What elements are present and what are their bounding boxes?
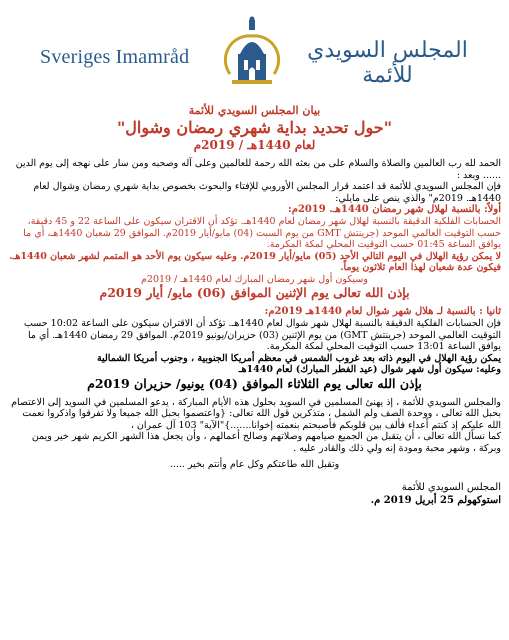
closing-paragraph: والمجلس السويدي للأئمة ، إذ يهنئ المسلمين في السويد بحلول هذه الأيام المباركة ، يدعو المسلمين في السويد إلى الاعتصام بحبل الله تعالى ، ووحدة الصف ولم الشمل ، متذكرين قول الله تعالى: {واعتصموا بحبل الله جميعا ولا تفرقوا واذكروا نعمت الله عليكم إذ كنتم أعداء فألف بين قلوبكم فأصبحتم بنعمته إخوانا.......}"الآية" 103 آل عمران ، (11, 396, 501, 431)
opening-paragraph: الحمد لله رب العالمين والصلاة والسلام على من بعثه الله رحمة للعالمين وعلى آله وصحبه ومن سار على نهجه إلى يوم الدين ...... وبعد : (15, 158, 501, 181)
statement-body (8, 104, 501, 507)
shawwal-eid-intro: وعليه: سيكون أول شهر شوال (عيد الفطر المبارك) لعام 1440هـ (238, 364, 501, 375)
shawwal-start-date: بإذن الله تعالى يوم الثلاثاء الموافق (04) يونيو/ حزيران 2019م (87, 375, 422, 391)
ramadan-section-title: أولاً: بالنسبة لهلال شهر رمضان 1440هـ. 2019م: (288, 204, 501, 215)
ramadan-start-date: بإذن الله تعالى يوم الإثنين الموافق (06) مايو/ أيار 2019م (99, 285, 410, 300)
statement-title: بيان المجلس السويدي للأئمة (188, 104, 321, 117)
statement-year: لعام 1440هـ / 2019م (193, 138, 316, 152)
closing-greeting: وتقبل الله طاعتكم وكل عام وأنتم بخير ..... (169, 459, 340, 470)
brand-name-latin: Sveriges Imamråd (40, 46, 190, 68)
shawwal-sighting-text: يمكن رؤية الهلال في اليوم ذاته بعد غروب الشمس في معظم أمريكا الجنوبية ، وجنوب أمريكا الشمالية (96, 352, 501, 364)
signature-place-date: استوكهولم 25 أبريل 2019 م. (370, 494, 501, 506)
intro-paragraph: فإن المجلس السويدي للأئمة قد اعتمد قرار المجلس الأوروبي للإفتاء والبحوث بخصوص بداية شهري رمضان وشوال لعام 1440هـ. 2019م" والذي ينص على مايلي: (33, 181, 501, 204)
letterhead (0, 0, 509, 95)
closing-prayer: كما نسأل الله تعالى ، أن يتقبل من الجميع صيامهم وصلاتهم وصالح أعمالهم ، وأن يجعل هذا الشهر الكريم شهر خير ويمن وبركة ، وشهر محبة ومودة إنه ولي ذلك والقادر عليه . (31, 431, 501, 454)
ramadan-calculation-text: الحسابات الفلكية الدقيقة بالنسبة لهلال شهر رمضان لعام 1440هـ. تؤكد أن الاقتران سيكون على الساعة 22 و 45 دقيقة، حسب التوقيت العالمي الموحد (جرينتش GMT من يوم السبت (04) مايو/أيار 2019م. الموافق 29 شعبان 1440هـ، أي ما يوافق الساعة 01:45 حسب التوقيت المحلي لمكة المكرمة. (23, 216, 501, 250)
shawwal-section-title: ثانيا : بالنسبة لـ هلال شهر شوال لعام 1440هـ 2019م: (264, 306, 501, 317)
statement-subject: "حول تحديد بداية شهري رمضان وشوال" (116, 118, 393, 137)
ramadan-start-intro: وسيكون أول شهر رمضان المبارك لعام 1440هـ / 2019م (141, 273, 368, 285)
mosque-logo-icon (222, 14, 282, 92)
brand-name-arabic: المجلس السويدي للأئمة (307, 38, 468, 88)
signature-organization: المجلس السويدي للأئمة (401, 481, 501, 493)
ramadan-sighting-text: لا يمكن رؤية الهلال في اليوم التالي الأحد (05) مايو/أيار 2019م. وعليه سيكون يوم الأحد هو المتمم لشهر شعبان 1440هـ. فيكون عدة شعبان لهذا العام ثلاثون يوماً. (9, 250, 501, 273)
shawwal-calculation-text: فإن الحسابات الفلكية الدقيقة بالنسبة لهلال شهر شوال لعام 1440هـ. تؤكد أن الاقتران سيكون على الساعة 10:02 حسب التوقيت العالمي الموحد (جرينتش GMT) من يوم الإثنين (03) حزيران/يونيو 2019م. الموافق 29 رمضان 1440هـ. أي ما يوافق الساعة 13:01 حسب التوقيت المحلي لمكة المكرمة. (23, 318, 501, 352)
